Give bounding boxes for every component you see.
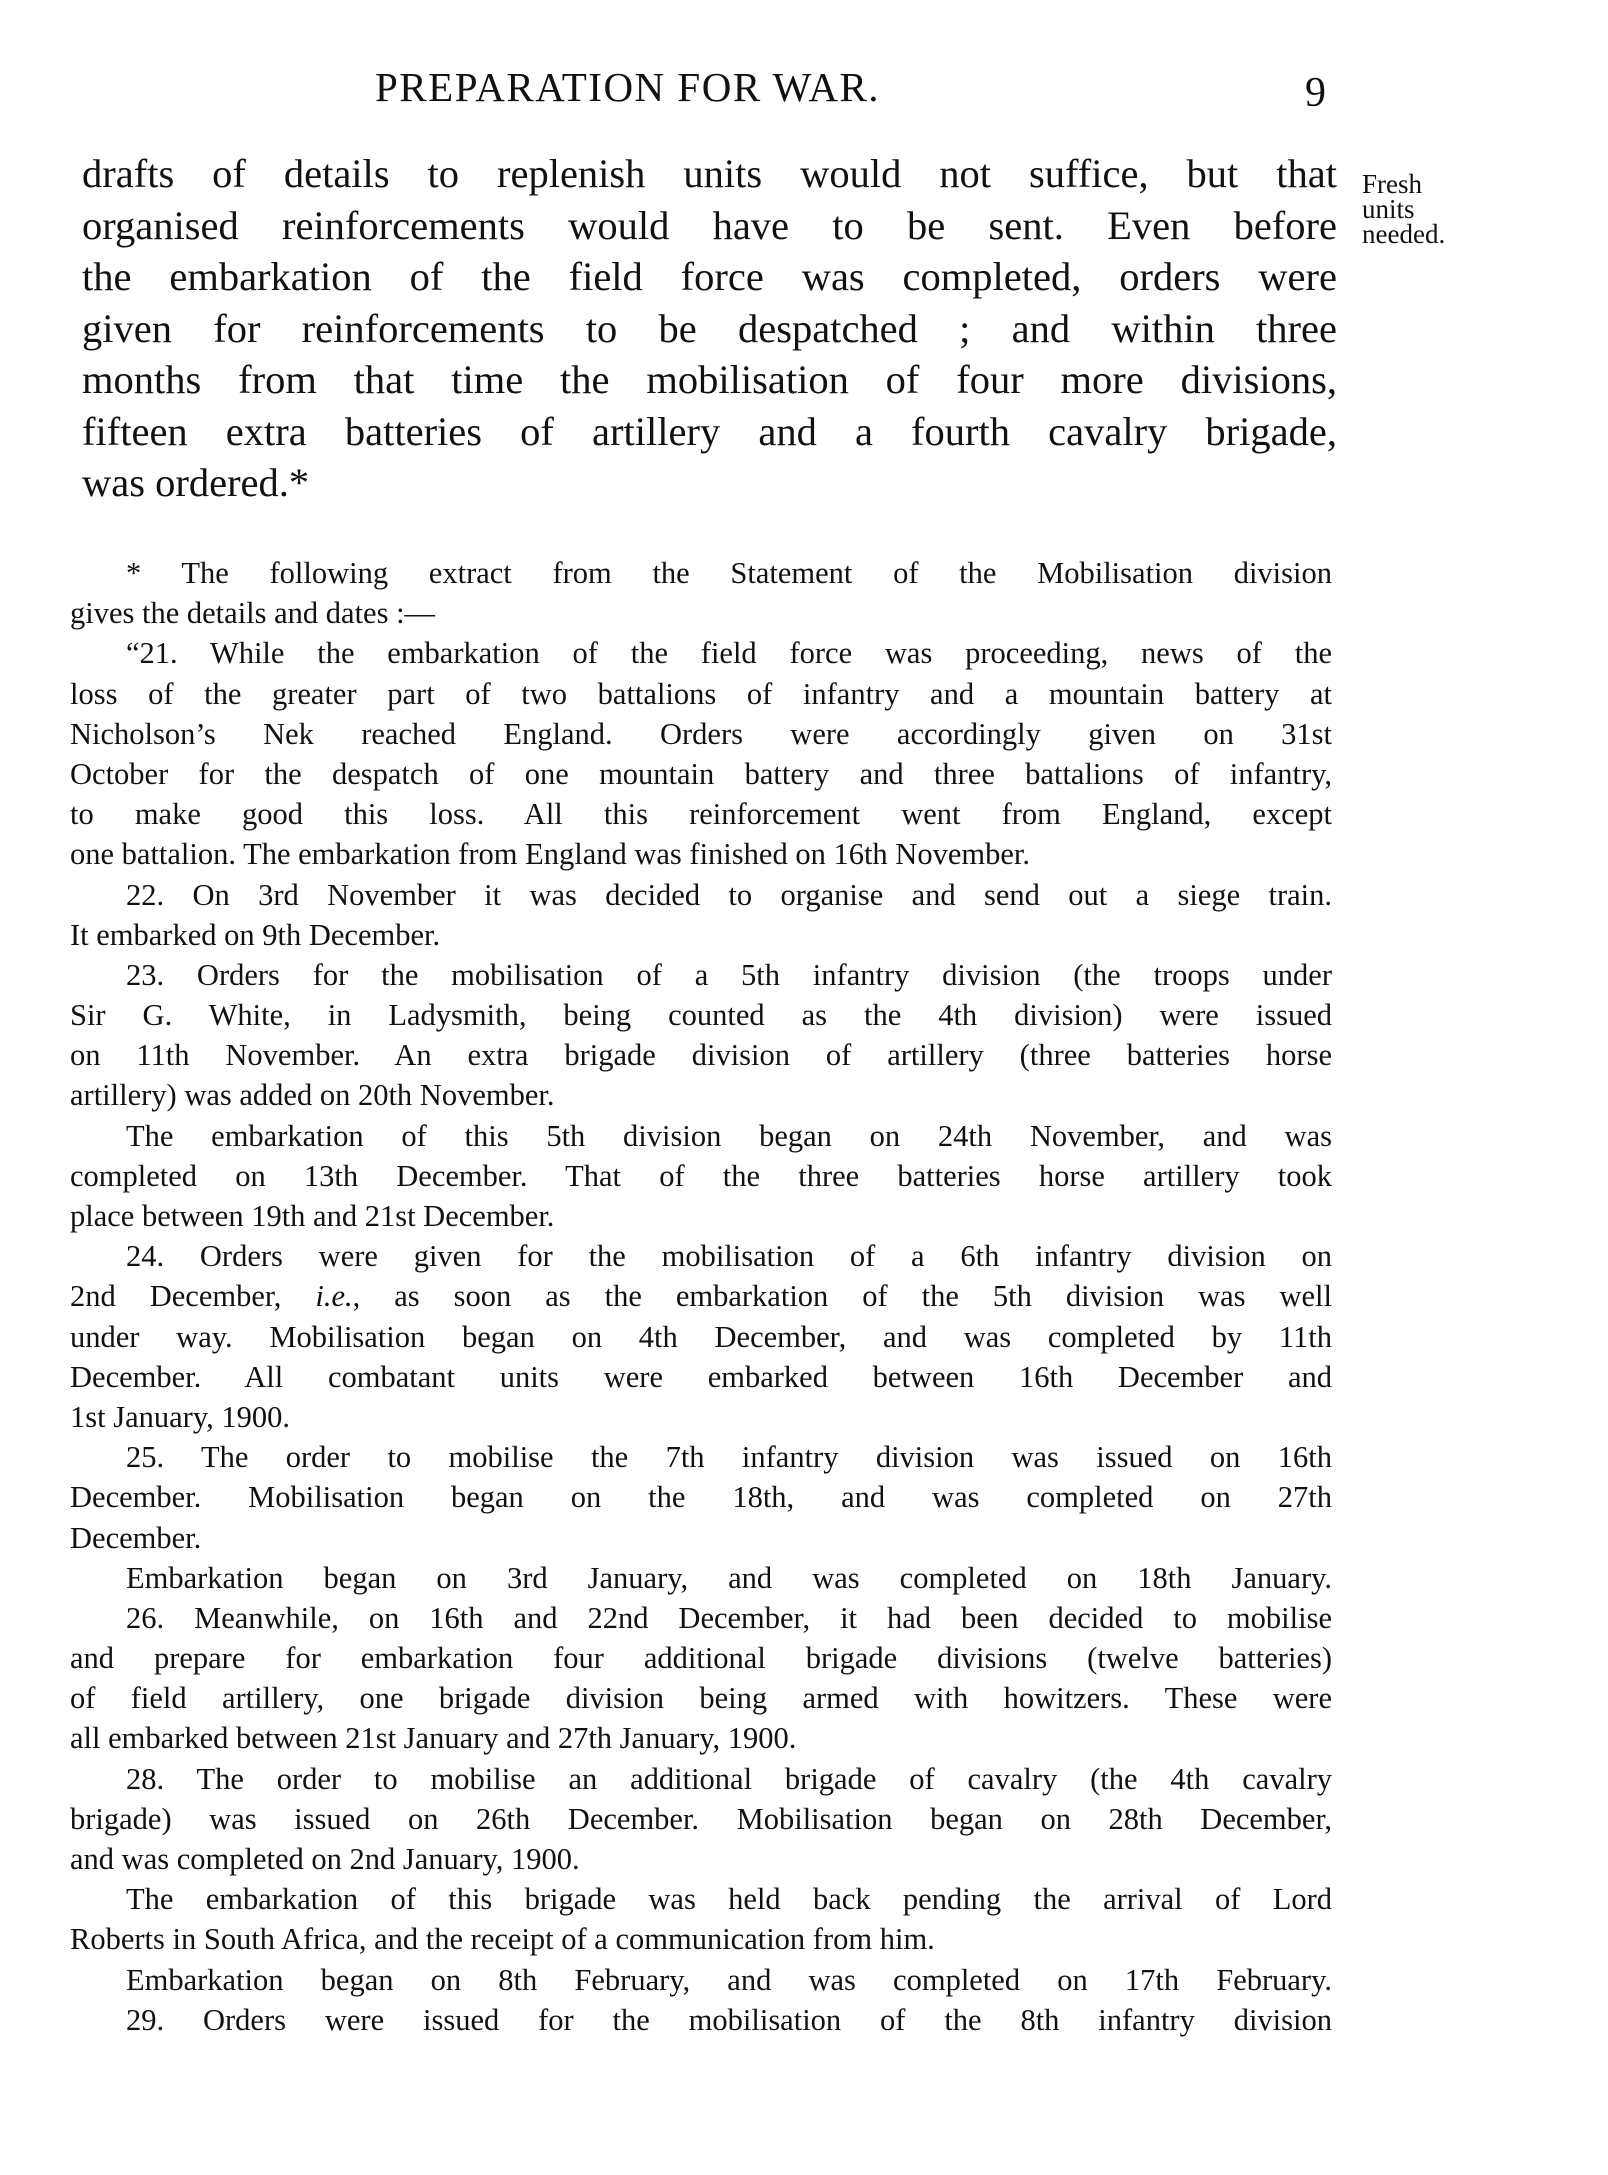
footnote-line: to make good this loss. All this reinforcement went from England, except (70, 797, 1332, 832)
footnote-line: 28. The order to mobilise an additional brigade of cavalry (the 4th cavalry (126, 1761, 1332, 1796)
footnote-line: It embarked on 9th December. (70, 917, 441, 952)
footnote-line: The embarkation of this brigade was held back pending the arrival of Lord (126, 1882, 1332, 1917)
footnote-line: gives the details and dates :— (70, 596, 436, 631)
main-text-line: drafts of details to replenish units would not suffice, but that (82, 151, 1337, 196)
footnote-line: artillery) was added on 20th November. (70, 1078, 555, 1113)
footnote-line: December. All combatant units were embarked between 16th December and (70, 1359, 1332, 1394)
footnote-line: on 11th November. An extra brigade division of artillery (three batteries horse (70, 1038, 1332, 1073)
footnote-line: and prepare for embarkation four additional brigade divisions (twelve batteries) (70, 1641, 1332, 1676)
footnote-line: Embarkation began on 8th February, and was completed on 17th February. (126, 1962, 1332, 1997)
main-paragraph (82, 148, 1337, 509)
footnote-line: brigade) was issued on 26th December. Mobilisation began on 28th December, (70, 1801, 1332, 1836)
main-text-line: given for reinforcements to be despatched ; and within three (82, 305, 1337, 351)
footnote-line: December. (70, 1520, 202, 1555)
main-text-line: months from that time the mobilisation of four more divisions, (82, 357, 1337, 402)
main-text-line: organised reinforcements would have to be sent. Even before (82, 202, 1337, 248)
footnote-line: of field artillery, one brigade division being armed with howitzers. These were (70, 1681, 1332, 1716)
main-text-line: was ordered.* (82, 460, 310, 505)
main-text-line: fifteen extra batteries of artillery and a fourth cavalry brigade, (82, 408, 1337, 454)
footnote-line: Nicholson’s Nek reached England. Orders were accordingly given on 31st (70, 716, 1332, 751)
footnote-line: The embarkation of this 5th division began on 24th November, and was (126, 1118, 1332, 1153)
footnote-line: 25. The order to mobilise the 7th infantry division was issued on 16th (126, 1440, 1332, 1475)
margin-note-line: units (1362, 194, 1415, 224)
footnote-line: 23. Orders for the mobilisation of a 5th infantry division (the troops under (126, 957, 1332, 992)
italic-abbreviation: i.e. (315, 1279, 353, 1314)
footnote-line: October for the despatch of one mountain battery and three battalions of infantry, (70, 756, 1332, 791)
footnote-line: under way. Mobilisation began on 4th December, and was completed by 11th (70, 1319, 1332, 1354)
footnote-line: all embarked between 21st January and 27th January, 1900. (70, 1721, 797, 1756)
footnote-line: “21. While the embarkation of the field force was proceeding, news of the (126, 636, 1332, 671)
running-title: PREPARATION FOR WAR. (375, 64, 881, 110)
page-number: 9 (1305, 70, 1326, 116)
footnote-line: and was completed on 2nd January, 1900. (70, 1842, 580, 1876)
footnote-line: * The following extract from the Statement of the Mobilisation division (126, 556, 1332, 590)
footnote-line: completed on 13th December. That of the three batteries horse artillery took (70, 1158, 1332, 1193)
footnote-line: 2nd December, i.e., as soon as the embarkation of the 5th division was well (70, 1279, 1332, 1314)
footnote-line: one battalion. The embarkation from England was finished on 16th November. (70, 837, 1030, 872)
margin-note (1362, 169, 1562, 249)
footnote-line: 29. Orders were issued for the mobilisation of the 8th infantry division (126, 2002, 1332, 2037)
footnote-line: Roberts in South Africa, and the receipt of a communication from him. (70, 1922, 935, 1957)
footnote-line: 26. Meanwhile, on 16th and 22nd December, it had been decided to mobilise (126, 1600, 1332, 1635)
footnote-line: 1st January, 1900. (70, 1399, 290, 1434)
footnote-line: Embarkation began on 3rd January, and was completed on 18th January. (126, 1560, 1332, 1595)
margin-note-line: needed. (1362, 219, 1446, 249)
footnote-line: place between 19th and 21st December. (70, 1199, 555, 1233)
footnote-block (70, 553, 1332, 2040)
footnote-line: 24. Orders were given for the mobilisation of a 6th infantry division on (126, 1239, 1332, 1274)
footnote-line: Sir G. White, in Ladysmith, being counted as the 4th division) were issued (70, 998, 1332, 1033)
footnote-line: 22. On 3rd November it was decided to organise and send out a siege train. (126, 877, 1332, 912)
footnote-line: December. Mobilisation began on the 18th, and was completed on 27th (70, 1480, 1332, 1515)
margin-note-line: Fresh (1362, 169, 1422, 199)
main-text-line: the embarkation of the field force was completed, orders were (82, 254, 1337, 299)
footnote-line: loss of the greater part of two battalions of infantry and a mountain battery at (70, 676, 1332, 711)
